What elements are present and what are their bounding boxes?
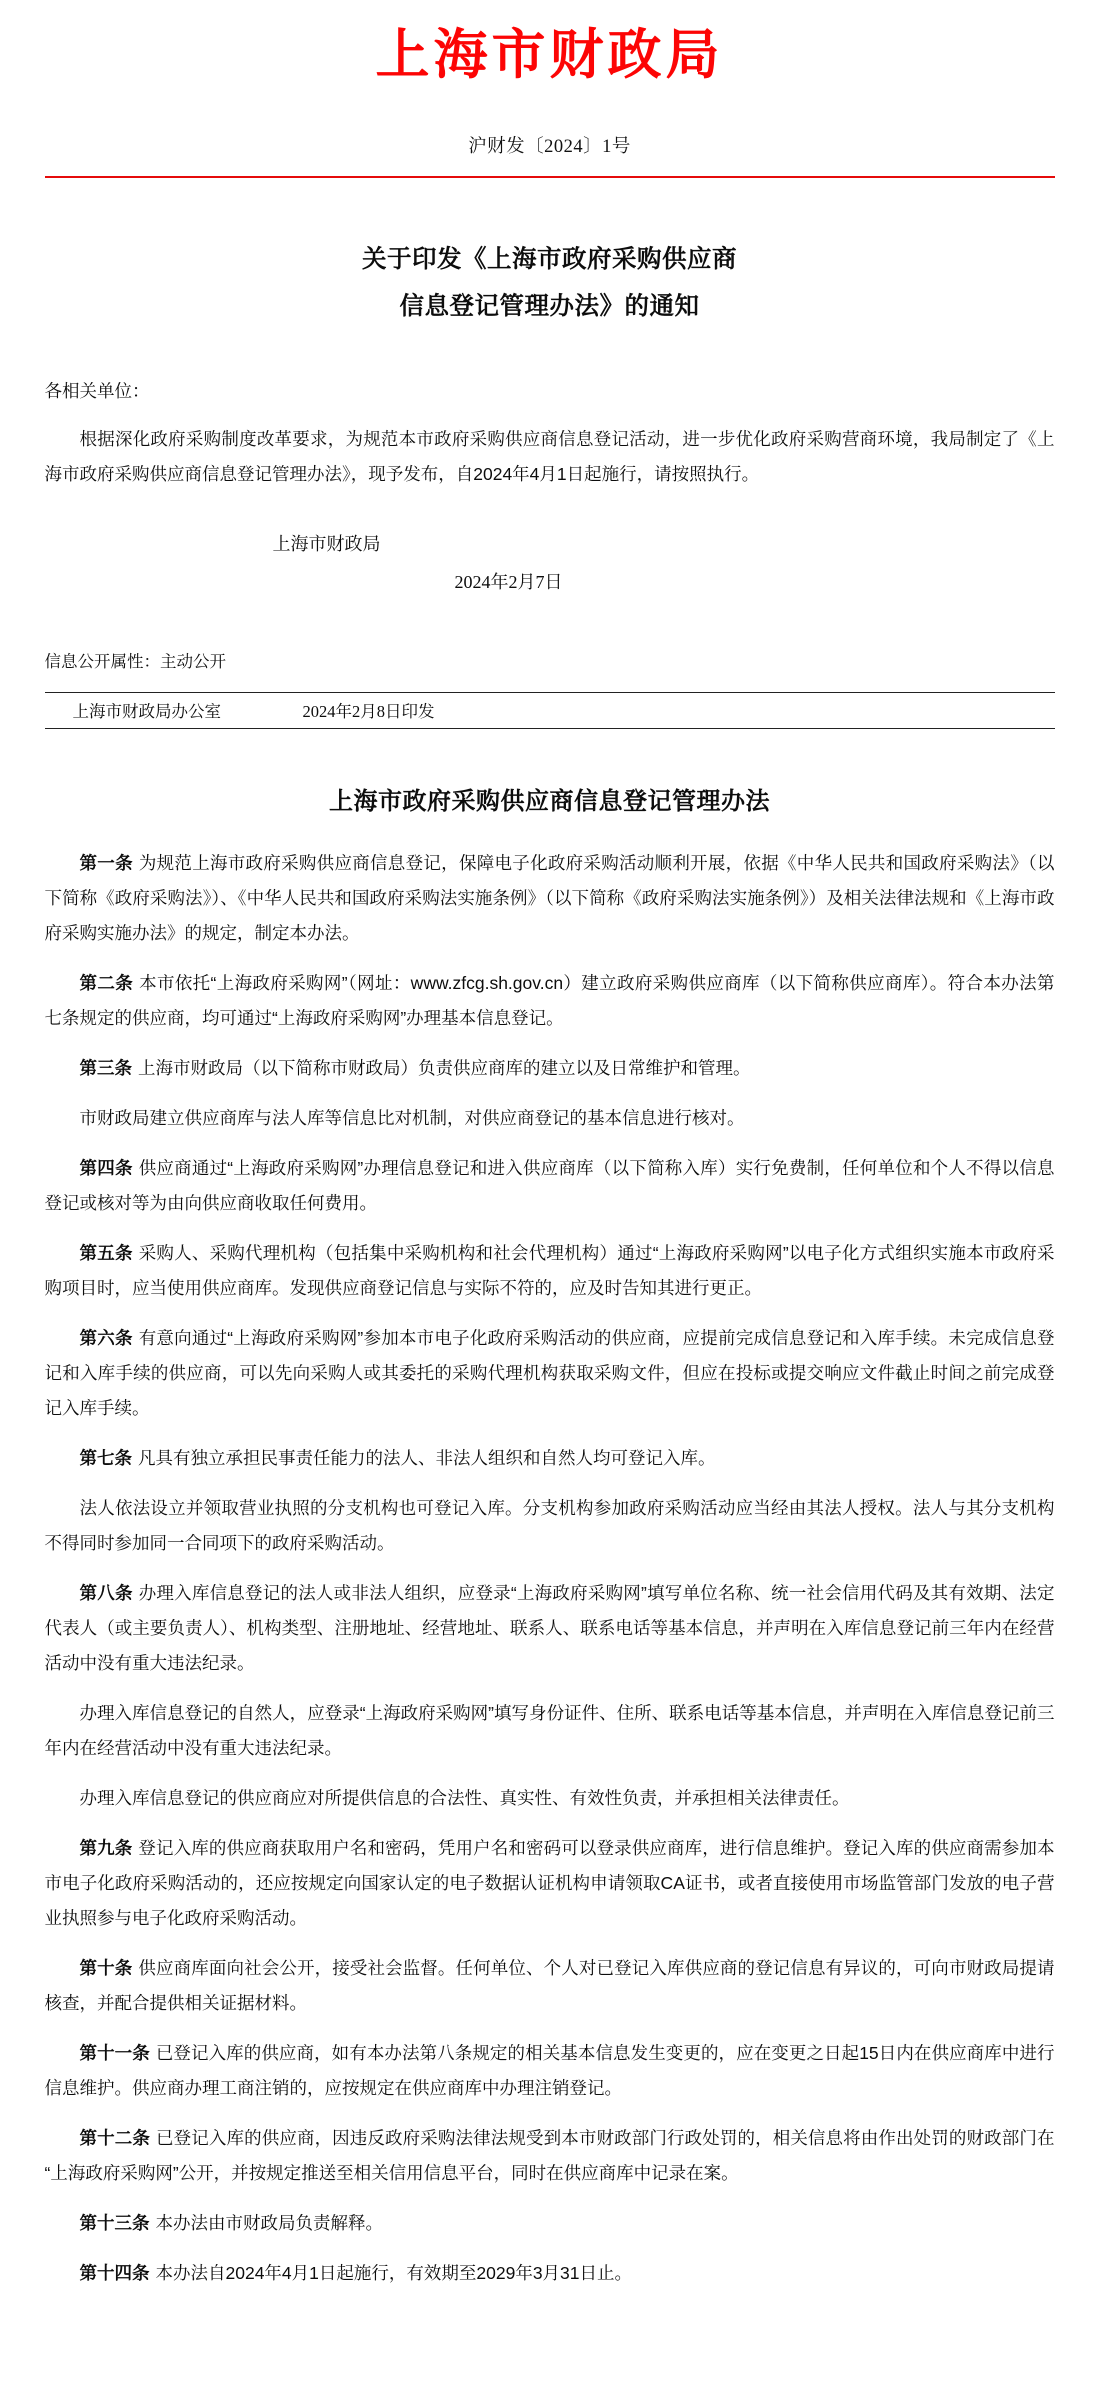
article-text: 本办法自2024年4月1日起施行，有效期至2029年3月31日止。 <box>155 2262 633 2283</box>
issuing-footer-table <box>45 692 1055 729</box>
article-text: 采购人、采购代理机构（包括集中采购机构和社会代理机构）通过“上海政府采购网”以电子化方式组织实施本市政府采购项目时，应当使用供应商库。发现供应商登记信息与实际不符的，应及时告知其进行更正。 <box>44 1242 1055 1298</box>
article-text: 办理入库信息登记的供应商应对所提供信息的合法性、真实性、有效性负责，并承担相关法律责任。 <box>79 1787 850 1808</box>
article-paragraph <box>45 1951 1055 2021</box>
article-paragraph <box>45 1831 1055 1936</box>
article-paragraph <box>45 2036 1055 2106</box>
article-text: 登记入库的供应商获取用户名和密码，凭用户名和密码可以登录供应商库，进行信息维护。登记入库的供应商需参加本市电子化政府采购活动的，还应按规定向国家认定的电子数据认证机构申请领取CA证书，或者直接使用市场监管部门发放的电子营业执照参与电子化政府采购活动。 <box>44 1837 1055 1928</box>
article-continuation-paragraph <box>45 1781 1055 1816</box>
article-continuation-paragraph <box>45 1491 1055 1561</box>
article-text: 已登记入库的供应商，因违反政府采购法律法规受到本市财政部门行政处罚的，相关信息将由作出处罚的财政部门在“上海政府采购网”公开，并按规定推送至相关信用信息平台，同时在供应商库中记录在案。 <box>44 2127 1055 2183</box>
salutation: 各相关单位： <box>44 381 150 402</box>
table-row <box>45 692 1055 728</box>
notice-title-line-2: 信息登记管理办法》的通知 <box>399 293 700 321</box>
issuing-organization-header: 上海市财政局 <box>375 25 724 85</box>
signature-block <box>45 526 1055 602</box>
article-paragraph <box>45 2206 1055 2241</box>
issuing-office-cell: 上海市财政局办公室 <box>45 692 303 728</box>
article-text: 为规范上海市政府采购供应商信息登记，保障电子化政府采购活动顺利开展，依据《中华人民共和国政府采购法》（以下简称《政府采购法》）、《中华人民共和国政府采购法实施条例》（以下简称《政府采购法实施条例》）及相关法律法规和《上海市政府采购实施办法》的规定，制定本办法。 <box>44 852 1055 943</box>
article-label: 第十一条 <box>79 2042 150 2063</box>
article-text: 法人依法设立并领取营业执照的分支机构也可登记入库。分支机构参加政府采购活动应当经由其法人授权。法人与其分支机构不得同时参加同一合同项下的政府采购活动。 <box>44 1497 1055 1553</box>
article-text: 供应商通过“上海政府采购网”办理信息登记和进入供应商库（以下简称入库）实行免费制，任何单位和个人不得以信息登记或核对等为由向供应商收取任何费用。 <box>44 1157 1055 1213</box>
article-continuation-paragraph <box>45 1101 1055 1136</box>
red-divider-rule <box>45 176 1055 178</box>
article-label: 第十二条 <box>79 2127 150 2148</box>
articles-list <box>45 846 1055 2291</box>
article-label: 第七条 <box>79 1447 132 1468</box>
signature-date: 2024年2月7日 <box>454 572 563 593</box>
article-text: 市财政局建立供应商库与法人库等信息比对机制，对供应商登记的基本信息进行核对。 <box>79 1107 745 1128</box>
article-text: 已登记入库的供应商，如有本办法第八条规定的相关基本信息发生变更的，应在变更之日起15日内在供应商库中进行信息维护。供应商办理工商注销的，应按规定在供应商库中办理注销登记。 <box>44 2042 1055 2098</box>
article-text: 有意向通过“上海政府采购网”参加本市电子化政府采购活动的供应商，应提前完成信息登记和入库手续。未完成信息登记和入库手续的供应商，可以先向采购人或其委托的采购代理机构获取采购文件，但应在投标或提交响应文件截止时间之前完成登记入库手续。 <box>44 1327 1055 1418</box>
article-paragraph <box>45 1321 1055 1426</box>
article-label: 第五条 <box>79 1242 133 1263</box>
article-label: 第八条 <box>79 1582 133 1603</box>
document-number: 沪财发〔2024〕1号 <box>468 136 631 157</box>
notice-title <box>45 236 1055 332</box>
article-label: 第四条 <box>79 1157 133 1178</box>
article-paragraph <box>45 1151 1055 1221</box>
letterhead <box>0 0 1099 178</box>
article-label: 第二条 <box>79 972 134 993</box>
article-paragraph <box>45 1441 1055 1476</box>
article-label: 第一条 <box>79 852 133 873</box>
article-text: 上海市财政局（以下简称市财政局）负责供应商库的建立以及日常维护和管理。 <box>138 1057 751 1078</box>
disclosure-attribute: 信息公开属性：主动公开 <box>44 652 226 671</box>
article-paragraph <box>45 966 1055 1036</box>
measures-title: 上海市政府采购供应商信息登记管理办法 <box>329 787 770 815</box>
print-date-cell: 2024年2月8日印发 <box>303 692 1055 728</box>
article-text: 本办法由市财政局负责解释。 <box>155 2212 383 2233</box>
article-text: 本市依托“上海政府采购网”（网址：www.zfcg.sh.gov.cn）建立政府采购供应商库（以下简称供应商库）。符合本办法第七条规定的供应商，均可通过“上海政府采购网”办理基本信息登记。 <box>44 972 1055 1028</box>
article-paragraph <box>45 2256 1055 2291</box>
notice-body-paragraph: 根据深化政府采购制度改革要求，为规范本市政府采购供应商信息登记活动，进一步优化政府采购营商环境，我局制定了《上海市政府采购供应商信息登记管理办法》，现予发布，自2024年4月1日起施行，请按照执行。 <box>44 429 1055 485</box>
signature-organization: 上海市财政局 <box>272 534 381 555</box>
article-label: 第十四条 <box>79 2262 150 2283</box>
article-text: 凡具有独立承担民事责任能力的法人、非法人组织和自然人均可登记入库。 <box>138 1447 716 1468</box>
article-label: 第九条 <box>79 1837 133 1858</box>
article-label: 第六条 <box>79 1327 133 1348</box>
article-label: 第十三条 <box>79 2212 150 2233</box>
notice-title-line-1: 关于印发《上海市政府采购供应商 <box>362 245 737 273</box>
article-label: 第三条 <box>79 1057 132 1078</box>
article-paragraph <box>45 2121 1055 2191</box>
article-paragraph <box>45 846 1055 951</box>
article-text: 办理入库信息登记的法人或非法人组织，应登录“上海政府采购网”填写单位名称、统一社会信用代码及其有效期、法定代表人（或主要负责人）、机构类型、注册地址、经营地址、联系人、联系电话等基本信息，并声明在入库信息登记前三年内在经营活动中没有重大违法纪录。 <box>44 1582 1055 1673</box>
article-text: 供应商库面向社会公开，接受社会监督。任何单位、个人对已登记入库供应商的登记信息有异议的，可向市财政局提请核查，并配合提供相关证据材料。 <box>44 1957 1055 2013</box>
article-text: 办理入库信息登记的自然人，应登录“上海政府采购网”填写身份证件、住所、联系电话等基本信息，并声明在入库信息登记前三年内在经营活动中没有重大违法纪录。 <box>44 1702 1055 1758</box>
article-paragraph <box>45 1576 1055 1681</box>
notice-section <box>45 236 1055 729</box>
article-label: 第十条 <box>79 1957 133 1978</box>
article-continuation-paragraph <box>45 1696 1055 1766</box>
article-paragraph <box>45 1051 1055 1086</box>
article-paragraph <box>45 1236 1055 1306</box>
measures-section <box>45 781 1055 2291</box>
